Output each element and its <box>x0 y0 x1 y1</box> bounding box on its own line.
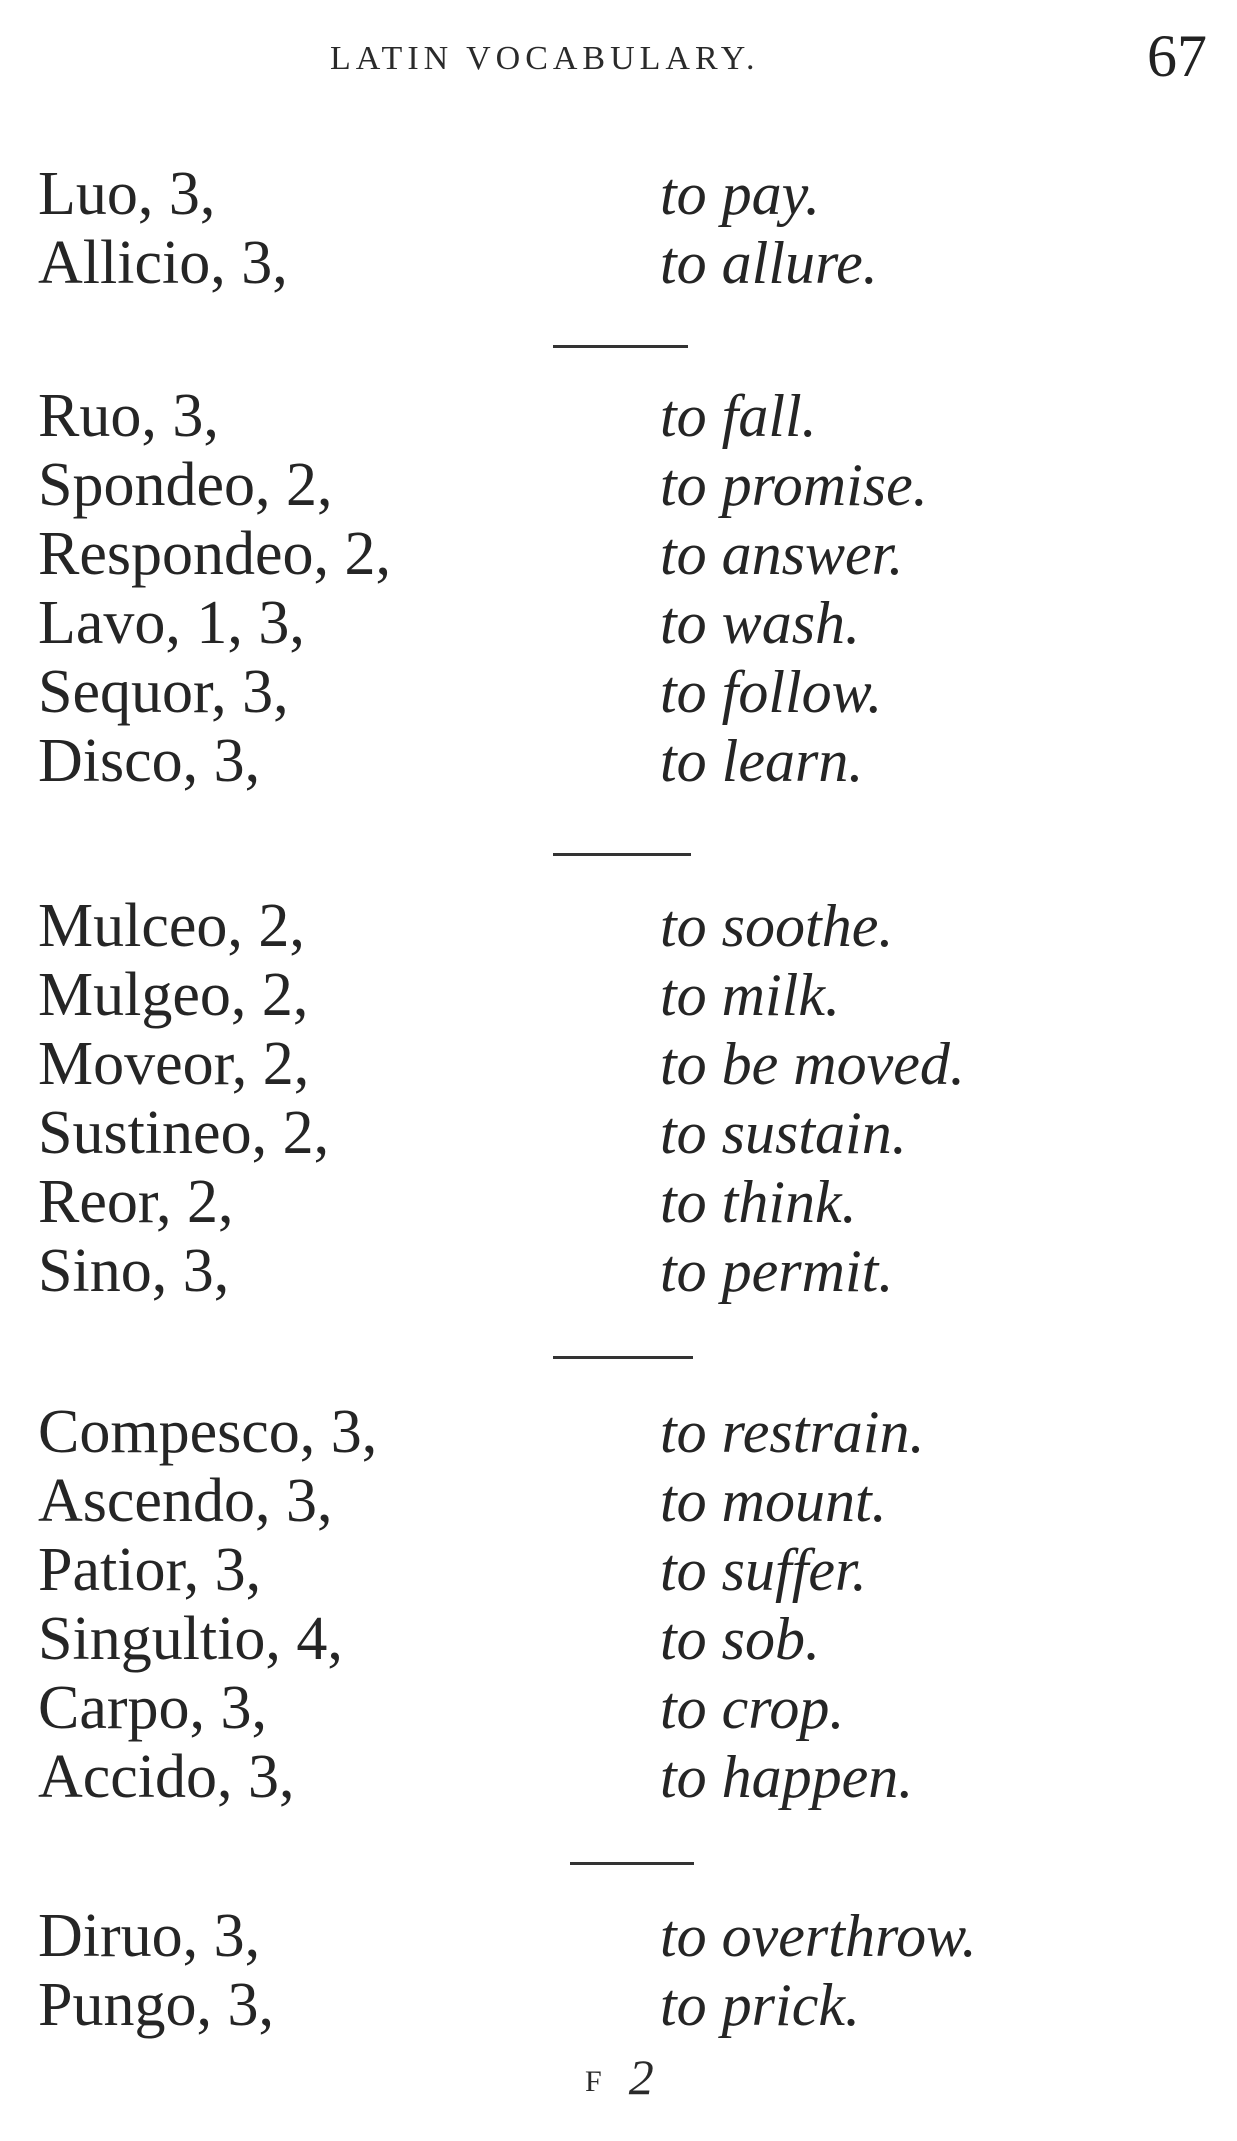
latin-word: Compesco, 3, <box>38 1398 378 1466</box>
english-meaning: to promise. <box>660 452 928 518</box>
english-meaning: to follow. <box>660 659 883 725</box>
english-meaning: to permit. <box>660 1238 894 1304</box>
latin-word: Sequor, 3, <box>38 658 289 726</box>
latin-word: Sustineo, 2, <box>38 1099 330 1167</box>
latin-word: Mulgeo, 2, <box>38 961 309 1029</box>
latin-word: Spondeo, 2, <box>38 451 333 519</box>
vocabulary-group-3 <box>38 892 1198 1306</box>
latin-word: Pungo, 3, <box>38 1971 274 2039</box>
english-meaning: to answer. <box>660 521 904 587</box>
section-divider <box>570 1862 694 1865</box>
vocabulary-group-5 <box>38 1902 1198 2040</box>
english-meaning: to mount. <box>660 1468 887 1534</box>
signature-mark <box>585 2048 654 2106</box>
vocabulary-entry <box>38 160 1198 229</box>
vocabulary-entry <box>38 1902 1198 1971</box>
english-meaning: to happen. <box>660 1744 914 1810</box>
english-meaning: to suffer. <box>660 1537 867 1603</box>
vocabulary-entry <box>38 520 1198 589</box>
english-meaning: to prick. <box>660 1972 860 2038</box>
english-meaning: to think. <box>660 1169 857 1235</box>
vocabulary-entry <box>38 961 1198 1030</box>
english-meaning: to allure. <box>660 230 878 296</box>
english-meaning: to wash. <box>660 590 861 656</box>
english-meaning: to be moved. <box>660 1031 965 1097</box>
vocabulary-entry <box>38 1237 1198 1306</box>
latin-word: Moveor, 2, <box>38 1030 310 1098</box>
latin-word: Luo, 3, <box>38 160 216 228</box>
page-number: 67 <box>1147 23 1207 89</box>
vocabulary-entry <box>38 229 1198 298</box>
english-meaning: to learn. <box>660 728 864 794</box>
latin-word: Patior, 3, <box>38 1536 262 1604</box>
latin-word: Disco, 3, <box>38 727 261 795</box>
vocabulary-entry <box>38 1605 1198 1674</box>
signature-number: 2 <box>628 2049 654 2105</box>
vocabulary-entry <box>38 589 1198 658</box>
vocabulary-group-4 <box>38 1398 1198 1812</box>
signature-letter: F <box>585 2065 603 2098</box>
vocabulary-entry <box>38 658 1198 727</box>
latin-word: Sino, 3, <box>38 1237 230 1305</box>
latin-word: Ruo, 3, <box>38 382 219 450</box>
running-title: LATIN VOCABULARY. <box>330 40 760 77</box>
section-divider <box>553 853 691 856</box>
vocabulary-entry <box>38 1971 1198 2040</box>
vocabulary-entry <box>38 1168 1198 1237</box>
english-meaning: to pay. <box>660 161 820 227</box>
vocabulary-entry <box>38 382 1198 451</box>
english-meaning: to restrain. <box>660 1399 925 1465</box>
section-divider <box>553 1356 693 1359</box>
latin-word: Accido, 3, <box>38 1743 295 1811</box>
vocabulary-entry <box>38 451 1198 520</box>
latin-word: Respondeo, 2, <box>38 520 392 588</box>
vocabulary-entry <box>38 1030 1198 1099</box>
english-meaning: to overthrow. <box>660 1903 977 1969</box>
vocabulary-group-1 <box>38 160 1198 298</box>
vocabulary-entry <box>38 1398 1198 1467</box>
vocabulary-entry <box>38 1467 1198 1536</box>
latin-word: Diruo, 3, <box>38 1902 261 1970</box>
vocabulary-entry <box>38 1536 1198 1605</box>
english-meaning: to fall. <box>660 383 817 449</box>
vocabulary-entry <box>38 892 1198 961</box>
latin-word: Reor, 2, <box>38 1168 234 1236</box>
latin-word: Ascendo, 3, <box>38 1467 333 1535</box>
latin-word: Singultio, 4, <box>38 1605 343 1673</box>
english-meaning: to sob. <box>660 1606 821 1672</box>
section-divider <box>553 345 688 348</box>
latin-word: Carpo, 3, <box>38 1674 268 1742</box>
latin-word: Lavo, 1, 3, <box>38 589 305 657</box>
english-meaning: to crop. <box>660 1675 845 1741</box>
english-meaning: to sustain. <box>660 1100 907 1166</box>
vocabulary-entry <box>38 1099 1198 1168</box>
latin-word: Mulceo, 2, <box>38 892 305 960</box>
vocabulary-entry <box>38 1674 1198 1743</box>
vocabulary-entry <box>38 1743 1198 1812</box>
latin-word: Allicio, 3, <box>38 229 288 297</box>
english-meaning: to soothe. <box>660 893 894 959</box>
english-meaning: to milk. <box>660 962 840 1028</box>
vocabulary-group-2 <box>38 382 1198 796</box>
vocabulary-entry <box>38 727 1198 796</box>
